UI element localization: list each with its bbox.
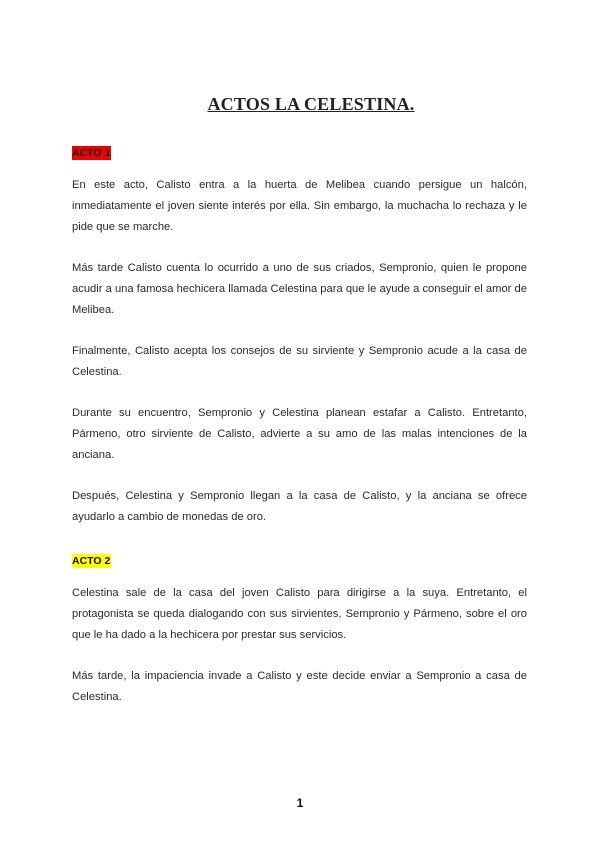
act-2-heading-block [72, 554, 527, 568]
paragraph: Durante su encuentro, Sempronio y Celestina planean estafar a Calisto. Entretanto, Pármeno, otro sirviente de Calisto, advierte a su amo de las malas intenciones de la anciana. [72, 407, 527, 461]
act-1-heading [72, 146, 527, 160]
paragraph: Después, Celestina y Sempronio llegan a la casa de Calisto, y la anciana se ofrece ayudarlo a cambio de monedas de oro. [72, 490, 527, 523]
act-1-paragraph-4 [72, 403, 527, 466]
paragraph: Finalmente, Calisto acepta los consejos de su sirviente y Sempronio acude a la casa de Celestina. [72, 345, 527, 378]
paragraph: Celestina sale de la casa del joven Calisto para dirigirse a la suya. Entretanto, el protagonista se queda dialogando con sus sirvientes, Sempronio y Pármeno, sobre el oro que le ha dado a la hechicera por prestar sus servicios. [72, 587, 527, 641]
paragraph: Más tarde, la impaciencia invade a Calisto y este decide enviar a Sempronio a casa de Celestina. [72, 670, 527, 703]
act-1-paragraph-1 [72, 175, 527, 238]
act-2-heading-label: ACTO 2 [72, 555, 111, 567]
page-number: 1 [296, 796, 304, 810]
document-title: ACTOS LA CELESTINA. [207, 94, 415, 114]
act-1-paragraph-5 [72, 486, 527, 528]
act-2-paragraph-2 [72, 666, 527, 708]
act-1-heading-label: ACTO 1 [72, 147, 111, 159]
act-1-heading-block [72, 146, 527, 160]
paragraph: En este acto, Calisto entra a la huerta de Melibea cuando persigue un halcón, inmediatamente el joven siente interés por ella. Sin embargo, la muchacha lo rechaza y le pide que se marche. [72, 179, 527, 233]
act-1-paragraph-3 [72, 341, 527, 383]
act-2-heading [72, 554, 527, 568]
paragraph: Más tarde Calisto cuenta lo ocurrido a uno de sus criados, Sempronio, quien le propone acudir a una famosa hechicera llamada Celestina para que le ayude a conseguir el amor de Melibea. [72, 262, 527, 316]
act-2-paragraph-1 [72, 583, 527, 646]
act-1-paragraph-2 [72, 258, 527, 321]
